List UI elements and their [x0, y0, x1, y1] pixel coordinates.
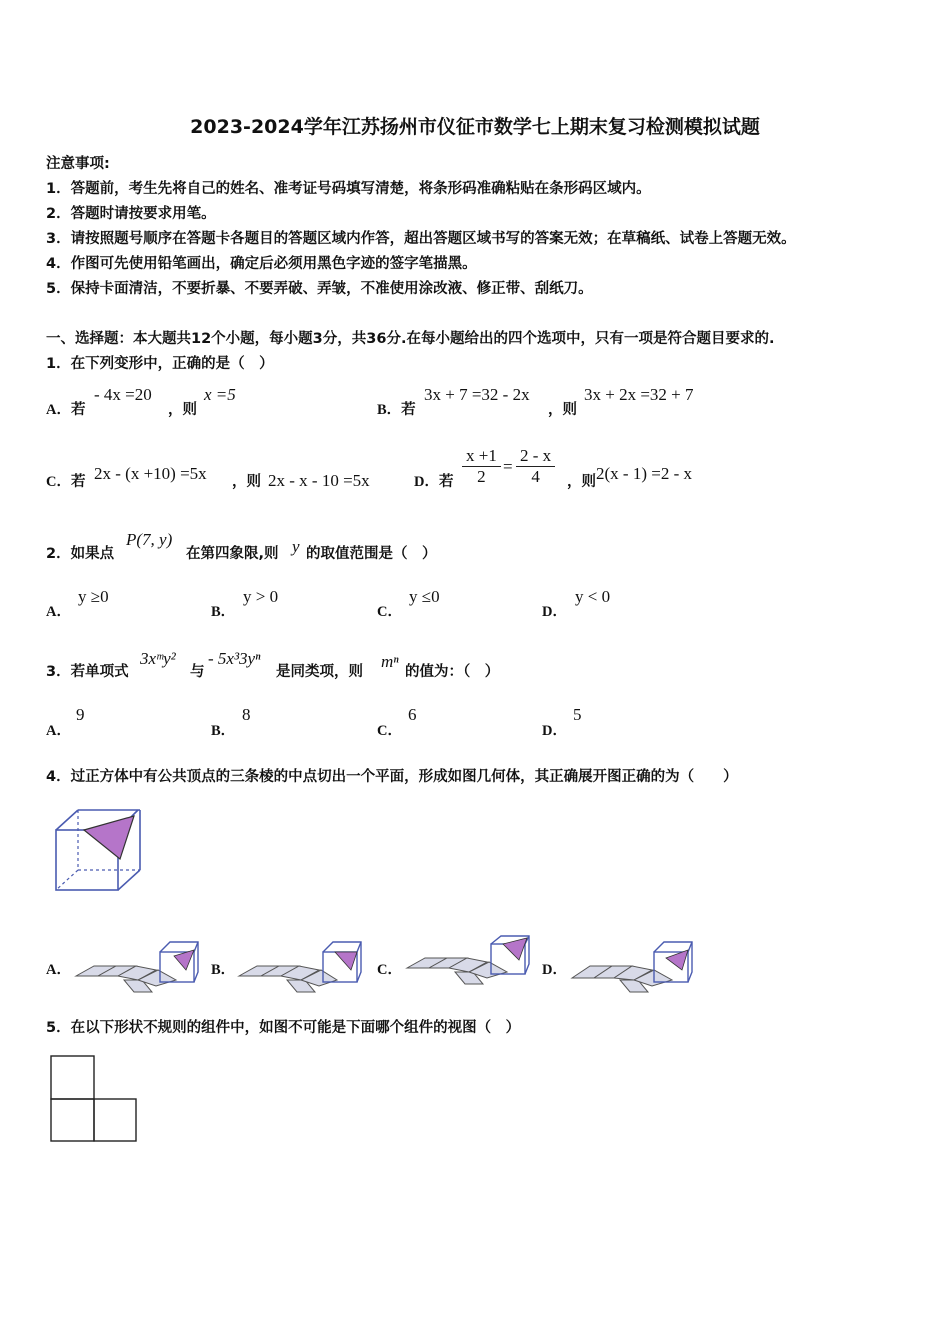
q4-option-b-label: B． — [211, 962, 236, 978]
q1-option-c-expr2: 2x - x - 10 =5x — [268, 471, 370, 490]
q1-option-a-expr1: - 4x =20 — [94, 385, 152, 404]
q3-option-b-expr: 8 — [242, 705, 251, 724]
q3-option-c-label: C． — [377, 723, 402, 739]
page-title: 2023-2024学年江苏扬州市仪征市数学七上期末复习检测模拟试题 — [190, 116, 760, 138]
q1-option-d-label: D．若 — [414, 474, 454, 490]
q5-stem: 5．在以下形状不规则的组件中，如图不可能是下面哪个组件的视图（ ） — [46, 1020, 521, 1036]
q3-expression: mⁿ — [381, 652, 399, 671]
note-item: 4．作图可先使用铅笔画出，确定后必须用黑色字迹的签字笔描黑。 — [46, 256, 477, 272]
q2-option-a-label: A． — [46, 604, 71, 620]
q3-option-d-expr: 5 — [573, 705, 582, 724]
frac2-numerator: 2 - x — [516, 446, 555, 467]
q4-option-d-label: D． — [542, 962, 567, 978]
q1-option-b-mid: ，则 — [548, 402, 577, 418]
q1-option-d-fraction1 — [462, 446, 501, 487]
q1-option-a-mid: ，则 — [168, 402, 197, 418]
q1-option-d-equals: = — [503, 457, 513, 476]
notes-heading: 注意事项: — [46, 156, 110, 172]
frac1-denominator: 2 — [477, 467, 486, 486]
q1-option-c-expr1: 2x - (x +10) =5x — [94, 464, 207, 483]
q2-option-b-label: B． — [211, 604, 236, 620]
q2-option-c-label: C． — [377, 604, 402, 620]
q1-option-a-label: A．若 — [46, 402, 86, 418]
frac2-denominator: 4 — [531, 467, 540, 486]
q4-option-b-net — [237, 938, 367, 994]
q3-stem-pre: 3．若单项式 — [46, 664, 129, 680]
note-item: 5．保持卡面清洁，不要折暴、不要弄破、弄皱，不准使用涂改液、修正带、刮纸刀。 — [46, 281, 593, 297]
q3-stem-mid1: 与 — [190, 664, 205, 680]
q3-option-c-expr: 6 — [408, 705, 417, 724]
q3-stem-mid2: 是同类项，则 — [276, 664, 363, 680]
q1-option-b-expr2: 3x + 2x =32 + 7 — [584, 385, 694, 404]
q1-stem: 1．在下列变形中，正确的是（ ） — [46, 356, 274, 372]
q3-monomial-1: 3xᵐy² — [140, 649, 176, 668]
q4-option-c-net — [403, 934, 533, 990]
q1-option-d-fraction2 — [516, 446, 555, 487]
q3-monomial-2: - 5x³3yⁿ — [208, 649, 261, 668]
q4-option-a-label: A． — [46, 962, 71, 978]
q3-option-b-label: B． — [211, 723, 236, 739]
q1-option-a-expr2: x =5 — [204, 385, 236, 404]
q1-option-c-mid: ，则 — [232, 474, 261, 490]
section-heading: 一、选择题：本大题共12个小题，每小题3分，共36分.在每小题给出的四个选项中，只有一项是符合题目要求的. — [46, 331, 775, 347]
q4-stem: 4．过正方体中有公共顶点的三条棱的中点切出一个平面，形成如图几何体，其正确展开图正确的为（ ） — [46, 769, 738, 785]
note-item: 1．答题前，考生先将自己的姓名、准考证号码填写清楚，将条形码准确粘贴在条形码区域内。 — [46, 181, 651, 197]
q1-option-b-expr1: 3x + 7 =32 - 2x — [424, 385, 530, 404]
q4-option-a-net — [72, 938, 202, 994]
q2-option-d-label: D． — [542, 604, 567, 620]
note-item: 3．请按照题号顺序在答题卡各题目的答题区域内作答，超出答题区域书写的答案无效；在草稿纸、试卷上答题无效。 — [46, 231, 796, 247]
q2-stem-pre: 2．如果点 — [46, 546, 115, 562]
q2-option-b-expr: y > 0 — [243, 587, 279, 606]
q2-var: y — [292, 537, 300, 556]
q1-option-d-expr2: 2(x - 1) =2 - x — [596, 464, 692, 483]
q2-stem-mid: 在第四象限,则 — [186, 546, 279, 562]
q2-stem-post: 的取值范围是（ ） — [306, 546, 437, 562]
q1-option-c-label: C．若 — [46, 474, 86, 490]
q4-option-c-label: C． — [377, 962, 402, 978]
q1-option-b-label: B．若 — [377, 402, 416, 418]
q3-option-d-label: D． — [542, 723, 567, 739]
frac1-numerator: x +1 — [462, 446, 501, 467]
q3-option-a-expr: 9 — [76, 705, 85, 724]
q2-option-c-expr: y ≤0 — [409, 587, 440, 606]
q1-option-d-mid: ，则 — [567, 474, 596, 490]
q5-view-figure — [48, 1053, 140, 1145]
q4-option-d-net — [568, 938, 698, 994]
q2-option-a-expr: y ≥0 — [78, 587, 109, 606]
q2-option-d-expr: y < 0 — [575, 587, 611, 606]
note-item: 2．答题时请按要求用笔。 — [46, 206, 216, 222]
q3-stem-post: 的值为：（ ） — [405, 664, 500, 680]
q3-option-a-label: A． — [46, 723, 71, 739]
q4-cube-figure — [50, 804, 146, 896]
q2-point: P(7, y) — [126, 530, 173, 549]
